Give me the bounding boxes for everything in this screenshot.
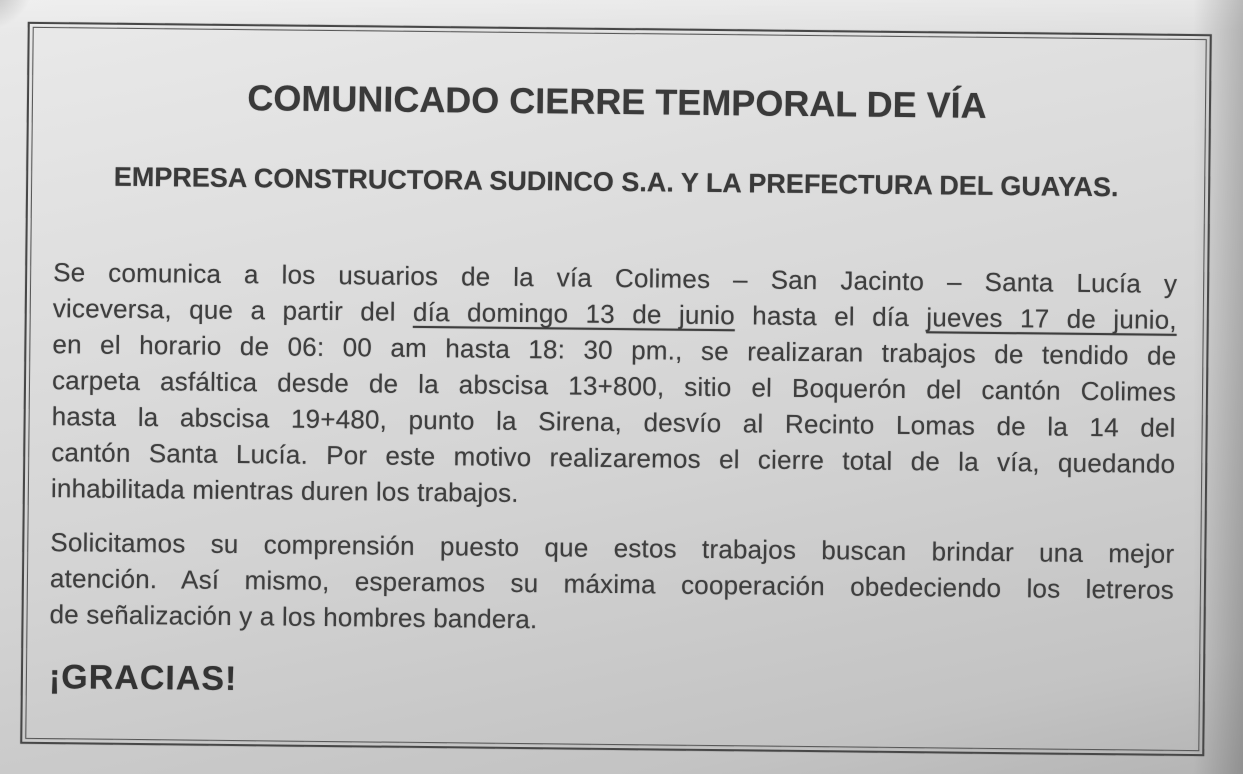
underlined-date: día domingo 13 de junio xyxy=(412,296,736,331)
notice-title: COMUNICADO CIERRE TEMPORAL DE VÍA xyxy=(247,77,987,126)
notice-content xyxy=(26,28,1205,750)
text-segment: Solicitamos su comprensión puesto que estos trabajos buscan brindar una mejor xyxy=(50,527,1175,569)
text-segment: hasta la abscisa 19+480, punto la Sirena, desvío al Recinto Lomas de la 14 del xyxy=(51,401,1176,443)
notice-subtitle: EMPRESA CONSTRUCTORA SUDINCO S.A. Y LA PREFECTURA DEL GUAYAS. xyxy=(113,161,1119,203)
text-segment: Se comunica a los usuarios de la vía Colimes – San Jacinto – Santa Lucía y xyxy=(53,257,1178,299)
underlined-date: jueves 17 de junio, xyxy=(926,302,1177,335)
body-paragraph-1 xyxy=(51,254,1178,518)
body-paragraph-2 xyxy=(49,524,1174,644)
text-segment: atención. Así mismo, esperamos su máxima cooperación obedeciendo los letreros xyxy=(49,563,1175,605)
notice-frame xyxy=(20,22,1211,756)
text-segment: en el horario de 06: 00 am hasta 18: 30 pm., se realizaran trabajos de tendido de xyxy=(52,329,1177,371)
text-segment: carpeta asfáltica desde de la abscisa 13+800, sitio el Boquerón del cantón Colimes xyxy=(51,365,1177,407)
text-segment: hasta el día xyxy=(734,300,927,333)
text-segment: cantón Santa Lucía. Por este motivo realizaremos el cierre total de la vía, quedando xyxy=(51,437,1176,479)
text-segment: viceversa, que a partir del xyxy=(52,293,414,327)
text-segment: de señalización y a los hombres bandera. xyxy=(49,599,538,635)
text-segment: inhabilitada mientras duren los trabajos. xyxy=(50,473,519,508)
closing-thanks: ¡GRACIAS! xyxy=(48,658,238,699)
notice-inner-frame xyxy=(25,27,1206,751)
